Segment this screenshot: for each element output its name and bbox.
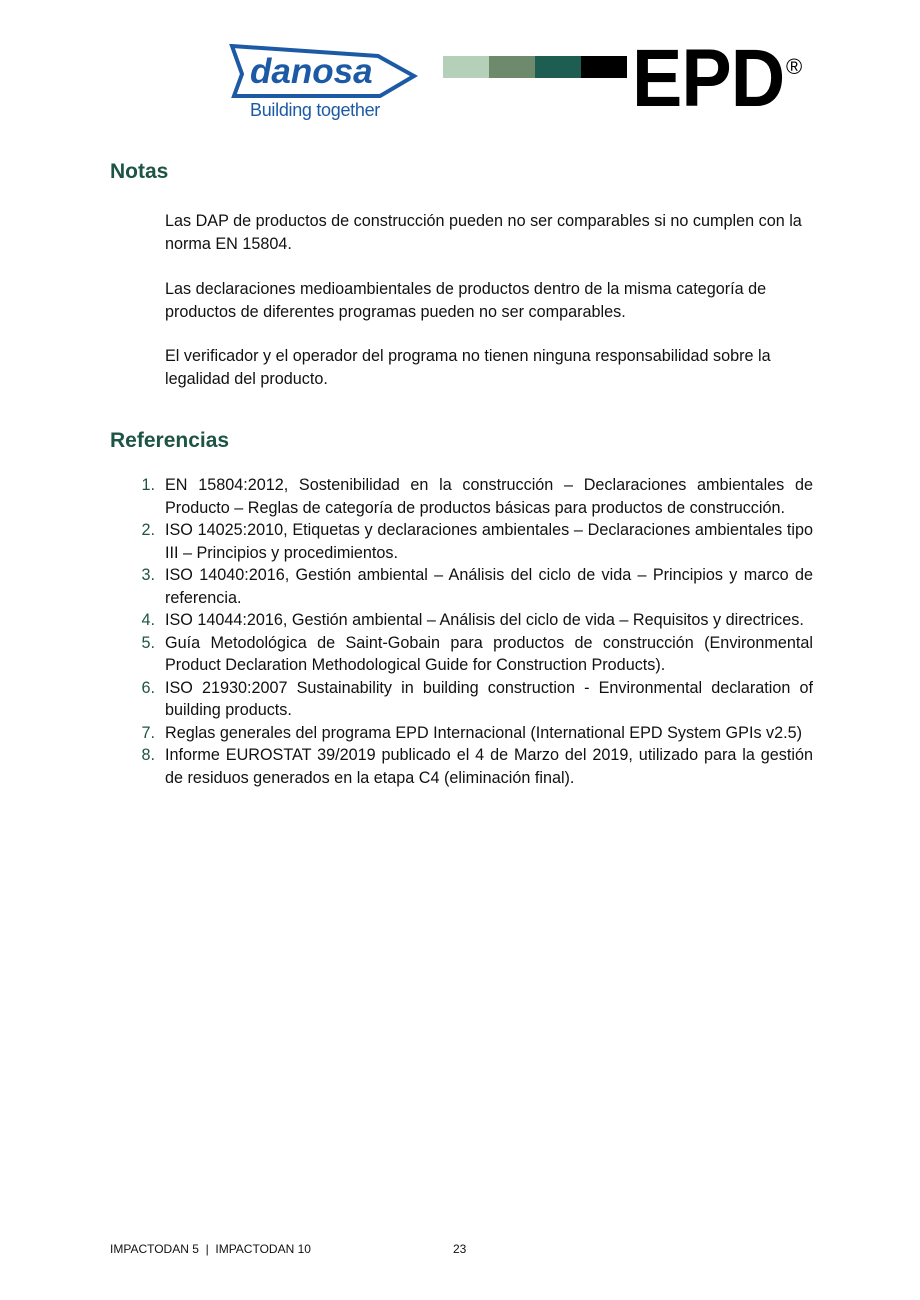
epd-color-bars: [443, 56, 627, 78]
danosa-logo: [228, 44, 420, 126]
page-number: 23: [453, 1242, 467, 1256]
references-list: [110, 474, 813, 789]
reference-number: 8.: [141, 746, 155, 764]
epd-bar-1: [443, 56, 489, 78]
note-paragraph: Las DAP de productos de construcción pueden no ser comparables si no cumplen con la norma EN 15804.: [165, 212, 802, 253]
references-heading: Referencias: [110, 429, 230, 452]
reference-number: 5.: [141, 633, 155, 652]
reference-text: Guía Metodológica de Saint-Gobain para productos de construcción (Environmental Product Declaration Methodological Guide for Construction Products).: [165, 633, 813, 674]
reference-number: 3.: [141, 566, 155, 584]
reference-item: [110, 722, 813, 745]
epd-bar-4: [581, 56, 627, 78]
reference-number: 7.: [141, 723, 155, 742]
reference-text: ISO 14044:2016, Gestión ambiental – Análisis del ciclo de vida – Requisitos y directrices.: [165, 611, 804, 629]
brand-tagline: Building together: [250, 100, 380, 120]
epd-logo-text: EPD: [632, 33, 785, 124]
reference-text: EN 15804:2012, Sostenibilidad en la construcción – Declaraciones ambientales de Producto – Reglas de categoría de productos básicas para productos de construcción.: [165, 476, 813, 517]
reference-item: [110, 632, 813, 677]
reference-text: ISO 14025:2010, Etiquetas y declaraciones ambientales – Declaraciones ambientales tipo III – Principios y procedimientos.: [165, 521, 813, 562]
reference-item: [110, 519, 813, 564]
reference-number: 6.: [141, 678, 155, 697]
note-paragraph: El verificador y el operador del programa no tienen ninguna responsabilidad sobre la legalidad del producto.: [165, 347, 771, 388]
reference-item: [110, 677, 813, 722]
page-header: [0, 0, 920, 140]
reference-text: Informe EUROSTAT 39/2019 publicado el 4 de Marzo del 2019, utilizado para la gestión de residuos generados en la etapa C4 (eliminación final).: [165, 746, 813, 787]
reference-text: Reglas generales del programa EPD Internacional (International EPD System GPIs v2.5): [165, 723, 803, 742]
reference-text: ISO 21930:2007 Sustainability in building construction - Environmental declaration of building products.: [165, 678, 813, 719]
brand-name: danosa: [250, 52, 373, 91]
reference-number: 2.: [141, 521, 155, 539]
registered-icon: ®: [786, 54, 803, 79]
note-paragraph: Las declaraciones medioambientales de productos dentro de la misma categoría de productos de diferentes programas pueden no ser comparables.: [165, 280, 767, 321]
notes-heading: Notas: [110, 160, 169, 183]
reference-item: [110, 609, 813, 632]
footer-product-names: IMPACTODAN 5 | IMPACTODAN 10: [110, 1242, 311, 1256]
reference-text: ISO 14040:2016, Gestión ambiental – Análisis del ciclo de vida – Principios y marco de referencia.: [165, 566, 813, 607]
reference-number: 1.: [141, 476, 155, 494]
reference-item: [110, 744, 813, 789]
epd-bar-2: [489, 56, 535, 78]
reference-item: [110, 474, 813, 519]
reference-item: [110, 564, 813, 609]
reference-number: 4.: [141, 611, 155, 629]
epd-bar-3: [535, 56, 581, 78]
